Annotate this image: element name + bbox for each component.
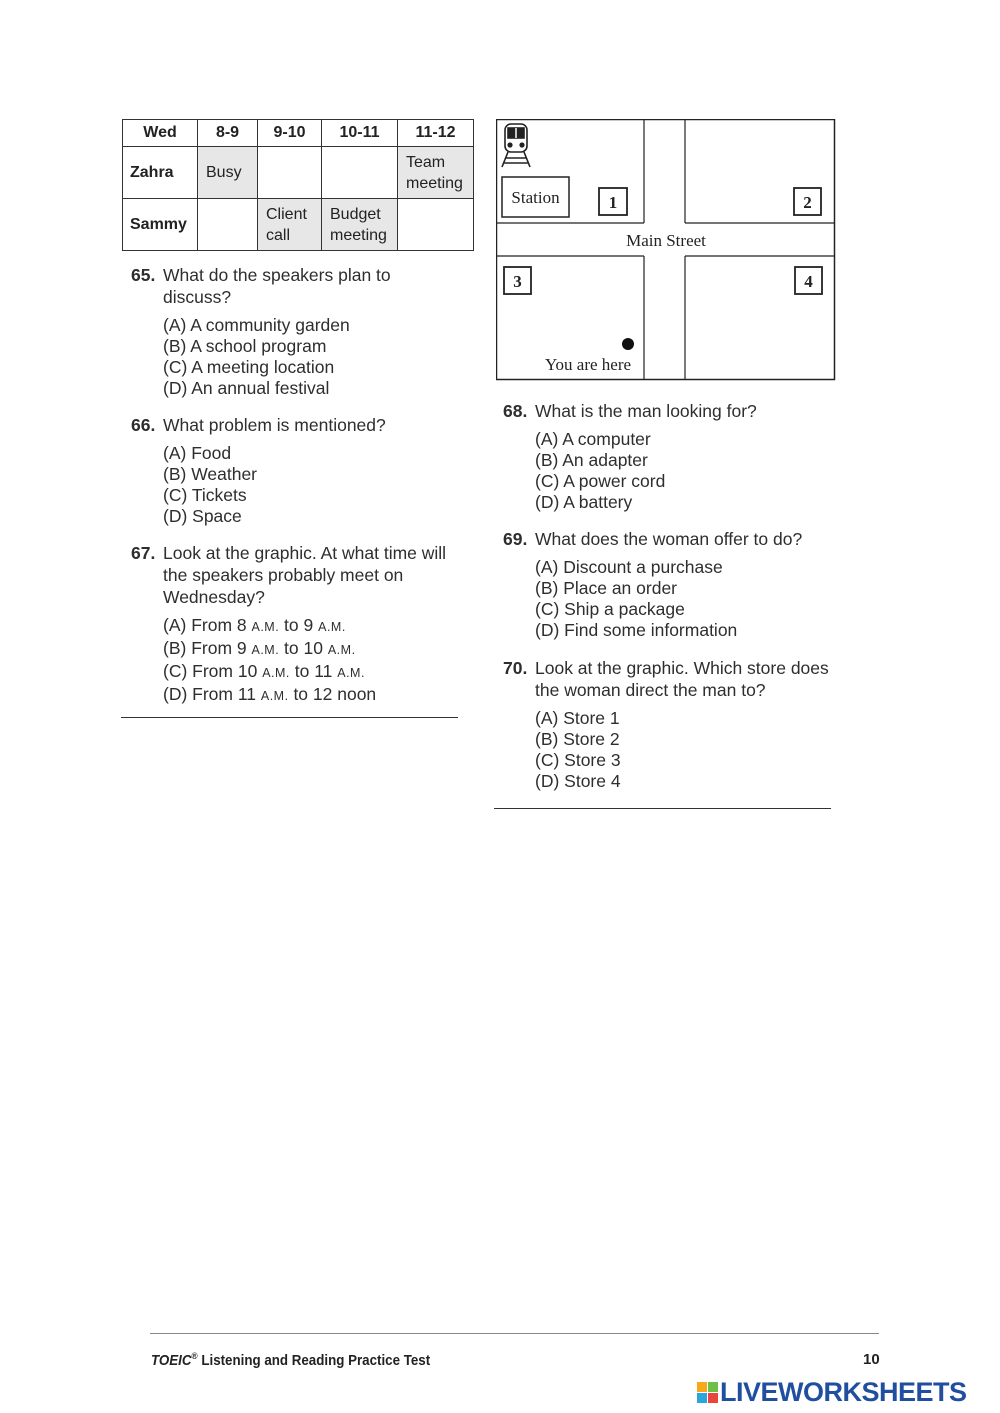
main-street-label: Main Street [626, 231, 706, 250]
footer-divider [150, 1333, 879, 1334]
option-d[interactable]: (D) An annual festival [163, 378, 330, 398]
table-cell [258, 147, 322, 199]
option-b[interactable]: (B) An adapter [535, 450, 648, 470]
options-list [163, 443, 451, 527]
option-a[interactable]: (A) Discount a purchase [535, 557, 723, 577]
question-number: 68. [503, 401, 528, 421]
option-a[interactable]: (A) Food [163, 443, 232, 463]
question-number: 66. [131, 415, 156, 435]
schedule-header-row [123, 120, 474, 147]
header-day: Wed [123, 120, 198, 147]
store-3-label: 3 [513, 272, 522, 291]
liveworksheets-watermark [697, 1377, 967, 1408]
location-marker-icon [622, 338, 634, 350]
question-70 [503, 657, 833, 792]
row-name: Sammy [123, 199, 198, 251]
watermark-text: LIVEWORKSHEETS [720, 1377, 967, 1407]
schedule-table [122, 119, 474, 251]
option-b[interactable]: (B) Place an order [535, 578, 678, 598]
question-66 [131, 414, 451, 527]
you-are-here-label: You are here [544, 355, 632, 374]
options-list [535, 708, 833, 792]
option-d[interactable]: (D) From 11 A.M. to 12 noon [163, 684, 377, 704]
table-cell: Team meeting [398, 147, 474, 199]
option-b[interactable]: (B) From 9 A.M. to 10 A.M. [163, 638, 356, 658]
table-cell [322, 147, 398, 199]
question-text: What problem is mentioned? [163, 415, 386, 435]
page-number: 10 [863, 1351, 880, 1368]
option-b[interactable]: (B) Weather [163, 464, 258, 484]
footer-title: TOEIC® Listening and Reading Practice Test [151, 1351, 431, 1369]
header-slot-4: 11-12 [398, 120, 474, 147]
divider-left [121, 717, 458, 718]
question-68 [503, 400, 833, 513]
options-list [535, 557, 833, 641]
options-list [163, 615, 453, 707]
option-d[interactable]: (D) A battery [535, 492, 633, 512]
option-d[interactable]: (D) Store 4 [535, 771, 621, 791]
question-69 [503, 528, 833, 641]
option-b[interactable]: (B) Store 2 [535, 729, 620, 749]
option-b[interactable]: (B) A school program [163, 336, 327, 356]
option-c[interactable]: (C) From 10 A.M. to 11 A.M. [163, 661, 365, 681]
liveworksheets-logo-icon [697, 1382, 718, 1403]
option-a[interactable]: (A) A computer [535, 429, 651, 449]
question-number: 67. [131, 543, 156, 563]
question-text: What is the man looking for? [535, 401, 757, 421]
store-4-label: 4 [804, 272, 813, 291]
question-number: 65. [131, 265, 156, 285]
street-map [496, 119, 836, 381]
question-text: Look at the graphic. At what time will the speakers probably meet on Wednesday? [163, 543, 447, 607]
question-text: What do the speakers plan to discuss? [163, 265, 391, 307]
schedule-row-zahra [123, 147, 474, 199]
question-text: What does the woman offer to do? [535, 529, 803, 549]
schedule-row-sammy [123, 199, 474, 251]
divider-right [494, 808, 831, 809]
row-name: Zahra [123, 147, 198, 199]
option-c[interactable]: (C) Tickets [163, 485, 247, 505]
option-d[interactable]: (D) Space [163, 506, 242, 526]
option-c[interactable]: (C) A power cord [535, 471, 666, 491]
option-d[interactable]: (D) Find some information [535, 620, 738, 640]
header-slot-3: 10-11 [322, 120, 398, 147]
question-65 [131, 264, 451, 399]
option-a[interactable]: (A) Store 1 [535, 708, 620, 728]
option-c[interactable]: (C) Ship a package [535, 599, 685, 619]
option-c[interactable]: (C) A meeting location [163, 357, 335, 377]
question-67 [131, 542, 453, 707]
question-text: Look at the graphic. Which store does the woman direct the man to? [535, 658, 829, 700]
station-label: Station [511, 188, 560, 207]
table-cell [198, 199, 258, 251]
option-a[interactable]: (A) A community garden [163, 315, 350, 335]
store-2-label: 2 [803, 193, 812, 212]
options-list [535, 429, 833, 513]
option-c[interactable]: (C) Store 3 [535, 750, 621, 770]
table-cell [398, 199, 474, 251]
table-cell: Budget meeting [322, 199, 398, 251]
header-slot-1: 8-9 [198, 120, 258, 147]
store-1-label: 1 [608, 193, 618, 212]
question-number: 70. [503, 658, 528, 678]
table-cell: Client call [258, 199, 322, 251]
header-slot-2: 9-10 [258, 120, 322, 147]
option-a[interactable]: (A) From 8 A.M. to 9 A.M. [163, 615, 346, 635]
question-number: 69. [503, 529, 528, 549]
table-cell: Busy [198, 147, 258, 199]
options-list [163, 315, 451, 399]
